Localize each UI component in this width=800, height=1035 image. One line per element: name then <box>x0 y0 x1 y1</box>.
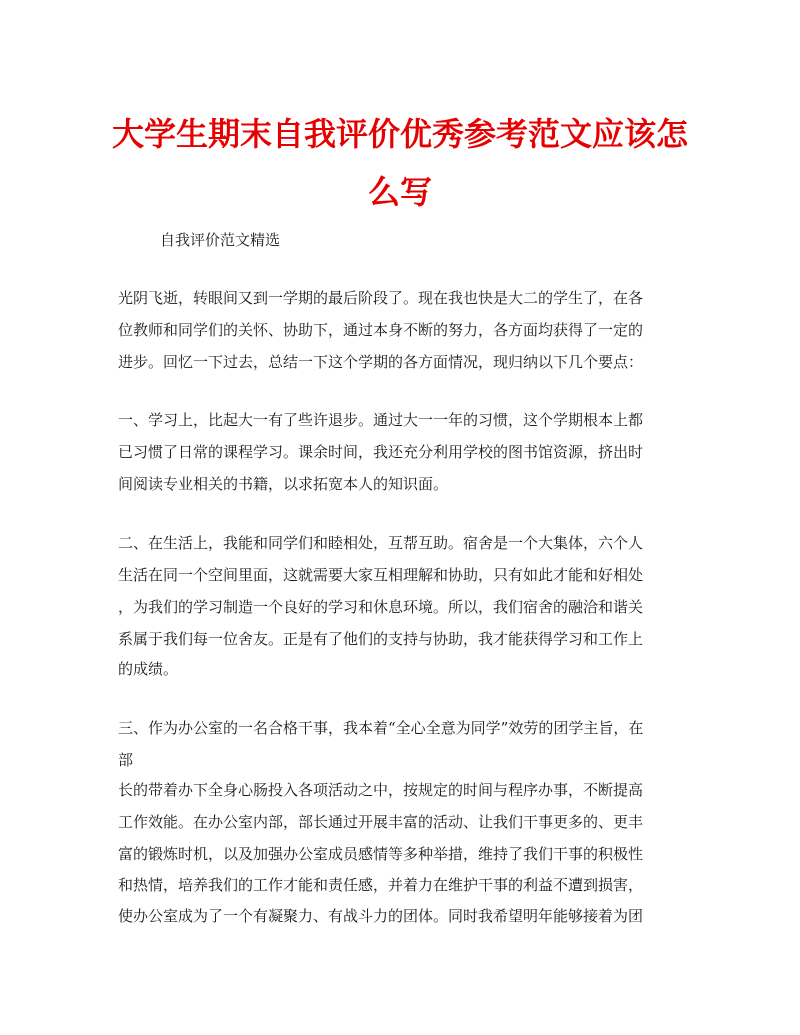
document-subtitle: 自我评价范文精选 <box>160 231 281 249</box>
paragraph-1-line-2: 位教师和同学们的关怀、协助下，通过本身不断的努力，各方面均获得了一定的 <box>118 321 644 339</box>
paragraph-3-line-2: 生活在同一个空间里面，这就需要大家互相理解和协助，只有如此才能和好相处 <box>118 566 644 584</box>
paragraph-3-line-4: 系属于我们每一位舍友。正是有了他们的支持与协助，我才能获得学习和工作上 <box>118 630 644 648</box>
paragraph-5-line-2: 工作效能。在办公室内部，部长通过开展丰富的活动、让我们干事更多的、更丰 <box>118 813 644 831</box>
paragraph-1-line-1: 光阴飞逝，转眼间又到一学期的最后阶段了。现在我也快是大二的学生了，在各 <box>118 289 644 307</box>
paragraph-2-line-2: 已习惯了日常的课程学习。课余时间，我还充分利用学校的图书馆资源，挤出时 <box>118 443 644 461</box>
paragraph-5-line-3: 富的锻炼时机，以及加强办公室成员感情等多种举措，维持了我们干事的积极性 <box>118 845 644 863</box>
document-title-line-1: 大学生期末自我评价优秀参考范文应该怎 <box>111 115 688 153</box>
paragraph-5-line-1: 长的带着办下全身心肠投入各项活动之中，按规定的时间与程序办事，不断提高 <box>118 781 644 799</box>
paragraph-2-line-1: 一、学习上，比起大一有了些许退步。通过大一一年的习惯，这个学期根本上都 <box>118 411 644 429</box>
paragraph-1-line-3: 进步。回忆一下过去，总结一下这个学期的各方面情况，现归纳以下几个要点： <box>118 353 644 371</box>
paragraph-4-line-1: 三、作为办公室的一名合格干事，我本着“全心全意为同学”效劳的团学主旨，在 <box>118 719 644 737</box>
paragraph-4-line-2: 部 <box>118 751 134 769</box>
paragraph-3-line-5: 的成绩。 <box>118 660 179 678</box>
paragraph-5-line-4: 和热情，培养我们的工作才能和责任感，并着力在维护干事的利益不遭到损害， <box>118 876 644 894</box>
document-title-line-2: 么写 <box>367 173 432 211</box>
paragraph-2-line-3: 间阅读专业相关的书籍，以求拓宽本人的知识面。 <box>118 475 449 493</box>
paragraph-3-line-3: ，为我们的学习制造一个良好的学习和休息环境。所以，我们宿舍的融洽和谐关 <box>118 598 644 616</box>
paragraph-3-line-1: 二、在生活上，我能和同学们和睦相处，互帮互助。宿舍是一个大集体，六个人 <box>118 534 644 552</box>
paragraph-5-line-5: 使办公室成为了一个有凝聚力、有战斗力的团体。同时我希望明年能够接着为团 <box>118 907 644 925</box>
